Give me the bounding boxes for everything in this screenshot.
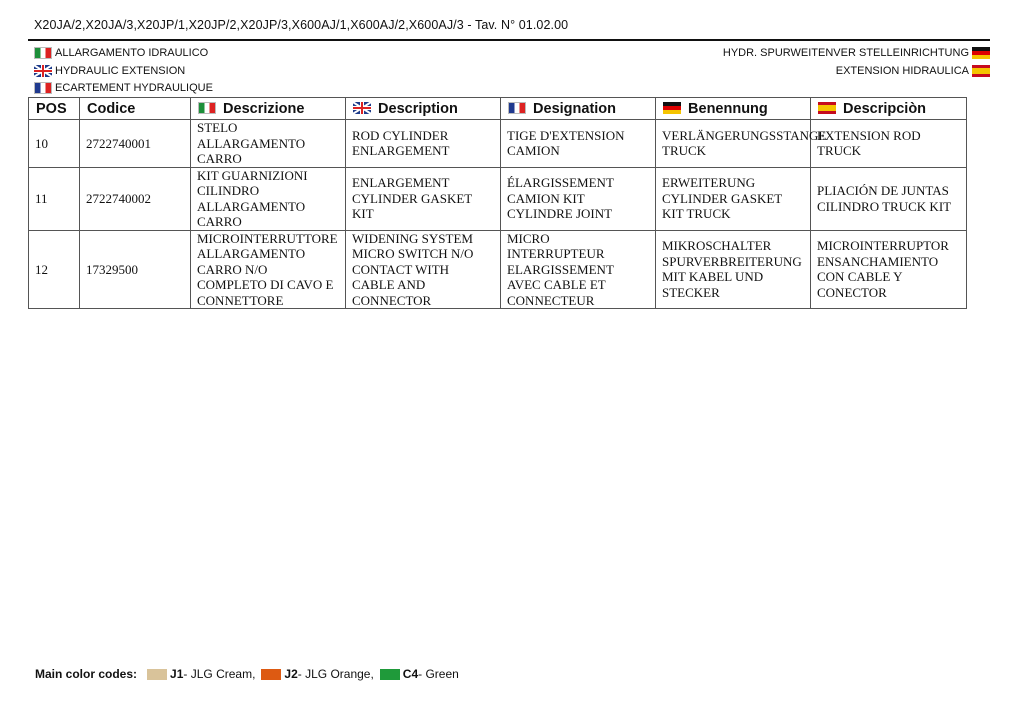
section-title-it-text: ALLARGAMENTO IDRAULICO	[55, 47, 209, 59]
color-code-c4-name: - Green	[418, 667, 459, 681]
color-swatch-cream	[147, 669, 167, 680]
section-title-de-text: HYDR. SPURWEITENVER STELLEINRICHTUNG	[722, 47, 969, 59]
section-title-en	[34, 63, 185, 79]
flag-uk-icon	[34, 65, 52, 77]
color-code-c4-code: C4	[402, 667, 419, 681]
column-header-de-label: Benennung	[688, 100, 768, 117]
color-code-j2-code: J2	[284, 667, 298, 681]
cell-desc-en: WIDENING SYSTEM MICRO SWITCH N/O CONTACT WITH CABLE AND CONNECTOR	[346, 230, 501, 309]
cell-desc-fr: MICRO INTERRUPTEUR ELARGISSEMENT AVEC CABLE ET CONNECTEUR	[501, 230, 656, 309]
column-header-es	[811, 98, 967, 120]
cell-pos: 12	[29, 230, 80, 309]
color-code-j2-name: - JLG Orange,	[297, 667, 374, 681]
column-header-pos: POS	[29, 98, 80, 120]
flag-germany-icon	[972, 47, 990, 59]
table-row	[29, 167, 967, 230]
color-code-j2	[261, 667, 373, 681]
page-title: X20JA/2,X20JA/3,X20JP/1,X20JP/2,X20JP/3,X600AJ/1,X600AJ/2,X600AJ/3 - Tav. N° 01.02.00	[34, 18, 569, 32]
section-title-de	[723, 45, 990, 61]
cell-desc-es: MICROINTERRUPTOR ENSANCHAMIENTO CON CABLE Y CONECTOR	[811, 230, 967, 309]
color-codes-legend	[35, 667, 465, 681]
cell-desc-en: ENLARGEMENT CYLINDER GASKET KIT	[346, 167, 501, 230]
parts-table	[28, 97, 967, 309]
color-code-j1-name: - JLG Cream,	[183, 667, 256, 681]
flag-france-icon	[508, 102, 526, 114]
cell-desc-de: VERLÄNGERUNGSSTANGE TRUCK	[656, 120, 811, 168]
header-divider	[28, 39, 990, 41]
cell-code: 17329500	[80, 230, 191, 309]
section-title-it	[34, 45, 208, 61]
cell-desc-it: STELO ALLARGAMENTO CARRO	[191, 120, 346, 168]
cell-desc-es: PLIACIÓN DE JUNTAS CILINDRO TRUCK KIT	[811, 167, 967, 230]
flag-spain-icon	[818, 102, 836, 114]
flag-italy-icon	[198, 102, 216, 114]
cell-code: 2722740001	[80, 120, 191, 168]
color-codes-label: Main color codes:	[35, 667, 138, 681]
column-header-de	[656, 98, 811, 120]
column-header-en	[346, 98, 501, 120]
section-title-fr	[34, 80, 213, 96]
column-header-it-label: Descrizione	[223, 100, 305, 117]
cell-desc-fr: ÉLARGISSEMENT CAMION KIT CYLINDRE JOINT	[501, 167, 656, 230]
flag-uk-icon	[353, 102, 371, 114]
table-header-row	[29, 98, 967, 120]
cell-desc-it: KIT GUARNIZIONI CILINDRO ALLARGAMENTO CARRO	[191, 167, 346, 230]
cell-desc-fr: TIGE D'EXTENSION CAMION	[501, 120, 656, 168]
cell-code: 2722740002	[80, 167, 191, 230]
cell-desc-es: EXTENSION ROD TRUCK	[811, 120, 967, 168]
color-code-j1-code: J1	[170, 667, 184, 681]
column-header-en-label: Description	[378, 100, 458, 117]
column-header-fr	[501, 98, 656, 120]
cell-desc-de: MIKROSCHALTER SPURVERBREITERUNG MIT KABEL UND STECKER	[656, 230, 811, 309]
cell-desc-de: ERWEITERUNG CYLINDER GASKET KIT TRUCK	[656, 167, 811, 230]
column-header-es-label: Descripciòn	[843, 100, 927, 117]
section-title-es-text: EXTENSION HIDRAULICA	[835, 65, 969, 77]
section-title-es	[836, 63, 990, 79]
column-header-code: Codice	[80, 98, 191, 120]
flag-italy-icon	[34, 47, 52, 59]
section-title-en-text: HYDRAULIC EXTENSION	[55, 65, 186, 77]
cell-desc-it: MICROINTERRUTTORE ALLARGAMENTO CARRO N/O COMPLETO DI CAVO E CONNETTORE	[191, 230, 346, 309]
table-row	[29, 230, 967, 309]
color-swatch-green	[380, 669, 400, 680]
color-code-c4	[380, 667, 459, 681]
color-swatch-orange	[261, 669, 281, 680]
cell-pos: 10	[29, 120, 80, 168]
flag-france-icon	[34, 82, 52, 94]
section-title-fr-text: ECARTEMENT HYDRAULIQUE	[55, 82, 213, 94]
cell-desc-en: ROD CYLINDER ENLARGEMENT	[346, 120, 501, 168]
column-header-fr-label: Designation	[533, 100, 617, 117]
table-row	[29, 120, 967, 168]
column-header-it	[191, 98, 346, 120]
color-code-j1	[147, 667, 255, 681]
flag-germany-icon	[663, 102, 681, 114]
cell-pos: 11	[29, 167, 80, 230]
flag-spain-icon	[972, 65, 990, 77]
